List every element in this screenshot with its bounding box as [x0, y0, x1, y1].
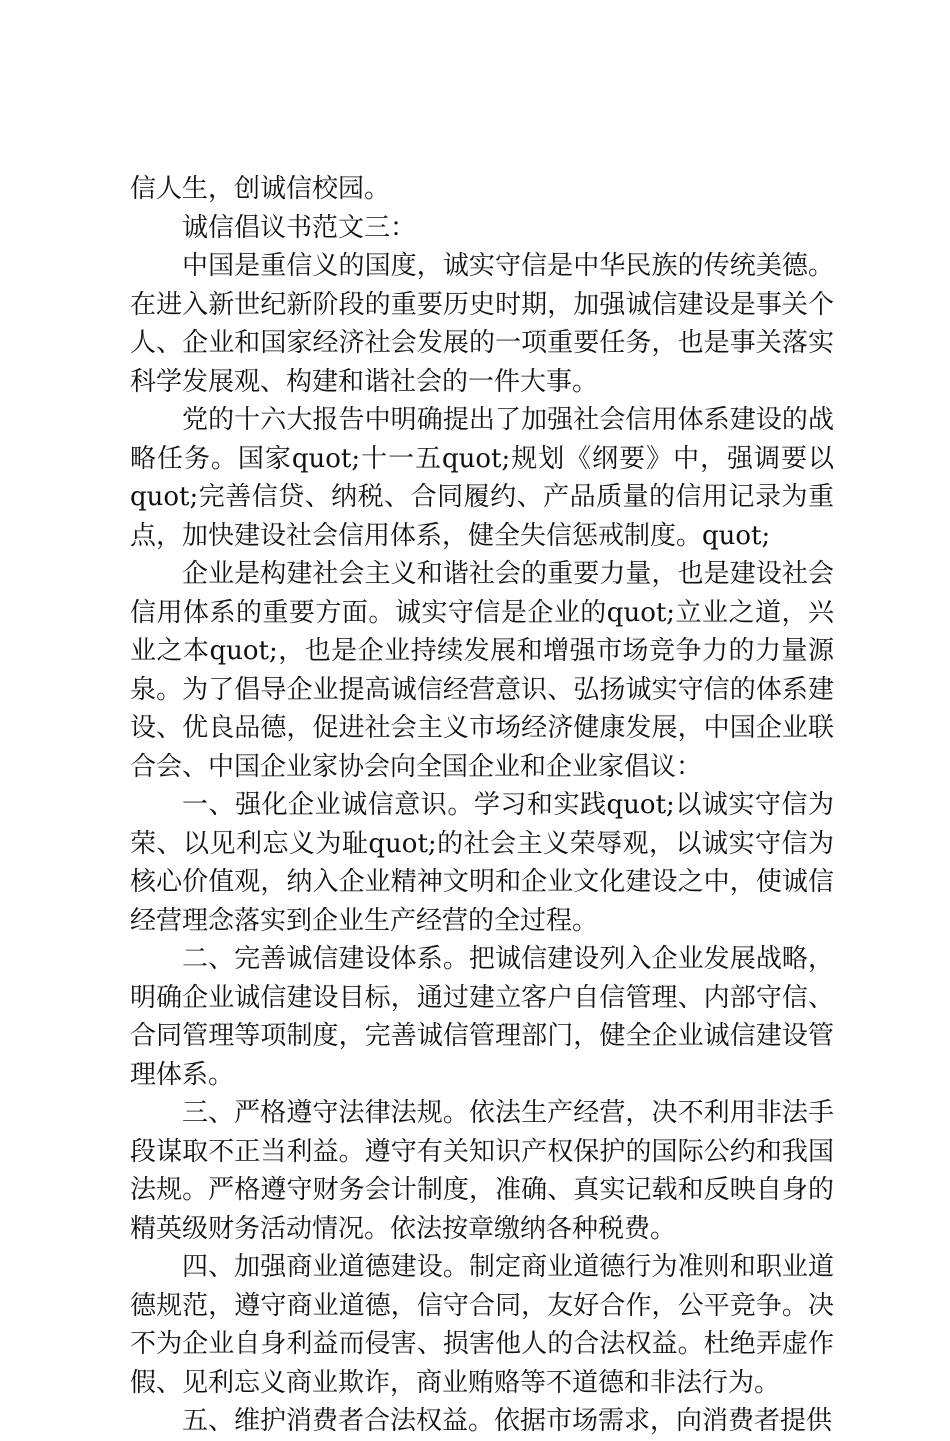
paragraph-2: 中国是重信义的国度，诚实守信是中华民族的传统美德。在进入新世纪新阶段的重要历史时期，加强诚信建设是事关个人、企业和国家经济社会发展的一项重要任务，也是事关落实科学发展观、构建和谐社会的一件大事。: [130, 251, 834, 397]
paragraph-5: 一、强化企业诚信意识。学习和实践quot;以诚实守信为荣、以见利忘义为耻quot;的社会主义荣辱观，以诚实守信为核心价值观，纳入企业精神文明和企业文化建设之中，使诚信经营理念落实到企业生产经营的全过程。: [130, 790, 834, 936]
paragraph-6: 二、完善诚信建设体系。把诚信建设列入企业发展战略，明确企业诚信建设目标，通过建立客户自信管理、内部守信、合同管理等项制度，完善诚信管理部门，健全企业诚信建设管理体系。: [130, 944, 834, 1090]
paragraph-8: 四、加强商业道德建设。制定商业道德行为准则和职业道德规范，遵守商业道德，信守合同，友好合作，公平竞争。决不为企业自身利益而侵害、损害他人的合法权益。杜绝弄虚作假、见利忘义商业欺诈，商业贿赂等不道德和非法行为。: [130, 1252, 834, 1398]
document-body: [130, 170, 834, 1441]
paragraph-3: 党的十六大报告中明确提出了加强社会信用体系建设的战略任务。国家quot;十一五quot;规划《纲要》中，强调要以quot;完善信贷、纳税、合同履约、产品质量的信用记录为重点，加快建设社会信用体系，健全失信惩戒制度。quot;: [130, 405, 834, 551]
paragraph-0: 信人生，创诚信校园。: [130, 174, 391, 204]
paragraph-7: 三、严格遵守法律法规。依法生产经营，决不利用非法手段谋取不正当利益。遵守有关知识产权保护的国际公约和我国法规。严格遵守财务会计制度，准确、真实记载和反映自身的精英级财务活动情况。依法按章缴纳各种税费。: [130, 1098, 834, 1244]
paragraph-9: 五、维护消费者合法权益。依据市场需求，向消费者提供: [182, 1406, 833, 1436]
paragraph-4: 企业是构建社会主义和谐社会的重要力量，也是建设社会信用体系的重要方面。诚实守信是企业的quot;立业之道，兴业之本quot;，也是企业持续发展和增强市场竞争力的力量源泉。为了倡导企业提高诚信经营意识、弘扬诚实守信的体系建设、优良品德，促进社会主义市场经济健康发展，中国企业联合会、中国企业家协会向全国企业和企业家倡议：: [130, 559, 834, 782]
section-heading: 诚信倡议书范文三：: [182, 212, 417, 243]
